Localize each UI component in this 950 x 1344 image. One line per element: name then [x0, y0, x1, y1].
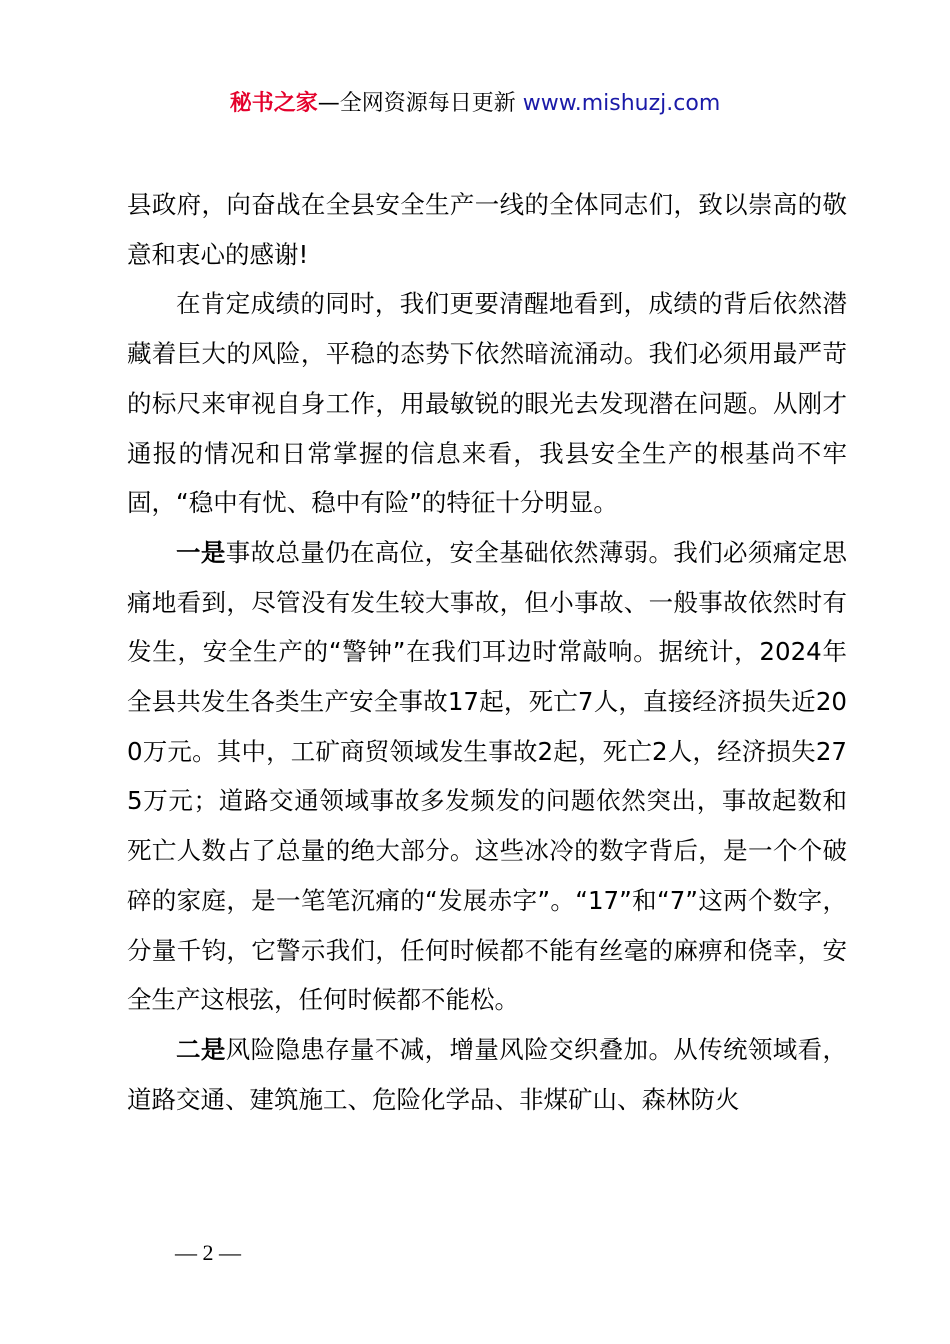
document-body	[127, 180, 847, 1124]
paragraph-lead: 二是	[176, 1034, 226, 1064]
paragraph-point-one	[127, 528, 847, 1025]
paragraph-lead: 一是	[176, 537, 226, 567]
paragraph-text: 风险隐患存量不减，增量风险交织叠加。从传统领域看，道路交通、建筑施工、危险化学品、非煤矿山、森林防火	[127, 1034, 848, 1114]
brand-name: 秘书之家	[229, 91, 318, 116]
site-header	[0, 88, 950, 120]
header-tagline: —全网资源每日更新	[317, 91, 523, 116]
header-url: www.mishuzj.com	[522, 91, 721, 116]
paragraph-point-two	[127, 1025, 847, 1124]
paragraph-text: 县政府，向奋战在全县安全生产一线的全体同志们，致以崇高的敬意和衷心的感谢!	[127, 190, 847, 269]
paragraph-risk-overview	[127, 279, 847, 528]
paragraph-continuation	[127, 180, 847, 279]
paragraph-text: 在肯定成绩的同时，我们更要清醒地看到，成绩的背后依然潜藏着巨大的风险，平稳的态势下依然暗流涌动。我们必须用最严苛的标尺来审视自身工作，用最敏锐的眼光去发现潜在问题。从刚才通报的情况和日常掌握的信息来看，我县安全生产的根基尚不牢固，“稳中有忧、稳中有险”的特征十分明显。	[127, 289, 847, 518]
paragraph-text: 事故总量仍在高位，安全基础依然薄弱。我们必须痛定思痛地看到，尽管没有发生较大事故，但小事故、一般事故依然时有发生，安全生产的“警钟”在我们耳边时常敲响。据统计，2024年全县共发生各类生产安全事故17起，死亡7人，直接经济损失近200万元。其中，工矿商贸领域发生事故2起，死亡2人，经济损失275万元；道路交通领域事故多发频发的问题依然突出，事故起数和死亡人数占了总量的绝大部分。这些冰冷的数字背后，是一个个破碎的家庭，是一笔笔沉痛的“发展赤字”。“17”和“7”这两个数字，分量千钧，它警示我们，任何时候都不能有丝毫的麻痹和侥幸，安全生产这根弦，任何时候都不能松。	[127, 537, 848, 1015]
page-number: — 2 —	[175, 1240, 241, 1265]
